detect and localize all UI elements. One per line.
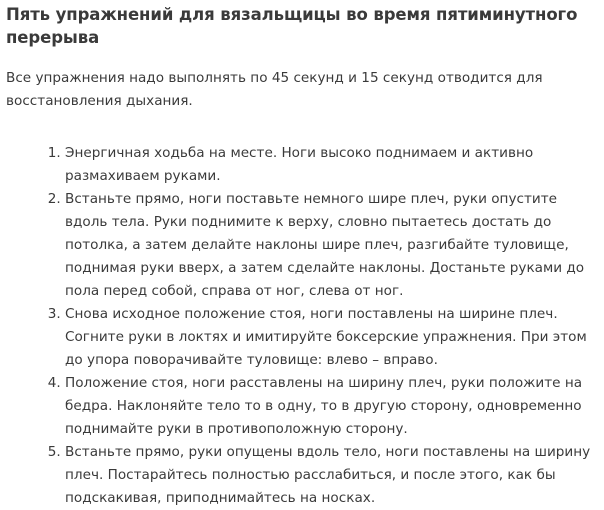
list-item-1: 1. Энергичная ходьба на месте. Ноги высоко поднимаем и активно размахиваем руками. xyxy=(65,142,596,188)
list-item-4: 4. Положение стоя, ноги расставлены на ширину плеч, руки положите на бедра. Наклоняйте тело то в одну, то в другую сторону, одновременно поднимайте руки в противоположную сторону. xyxy=(65,372,596,441)
list-item-3: 3. Снова исходное положение стоя, ноги поставлены на ширине плеч. Согните руки в локтях и имитируйте боксерские упражнения. При этом до упора поворачивайте туловище: влево – вправо. xyxy=(65,303,596,372)
list-item-2: 2. Встаньте прямо, ноги поставьте немного шире плеч, руки опустите вдоль тела. Руки поднимите к верху, словно пытаетесь достать до потолка, а затем делайте наклоны шире плеч, разгибайте туловище, поднимая руки вверх, а затем сделайте наклоны. Достаньте руками до пола перед собой, справа от ног, слева от ног. xyxy=(65,188,596,303)
article-intro: Все упражнения надо выполнять по 45 секунд и 15 секунд отводится для восстановления дыхания. xyxy=(6,70,543,109)
article-title: Пять упражнений для вязальщицы во время пятиминутного перерыва xyxy=(6,5,578,47)
exercise-list xyxy=(6,142,596,510)
list-item-5: 5. Встаньте прямо, руки опущены вдоль тело, ноги поставлены на ширину плеч. Постарайтесь полностью расслабиться, и после этого, как бы подскакивая, приподнимайтесь на носках. xyxy=(65,441,596,510)
